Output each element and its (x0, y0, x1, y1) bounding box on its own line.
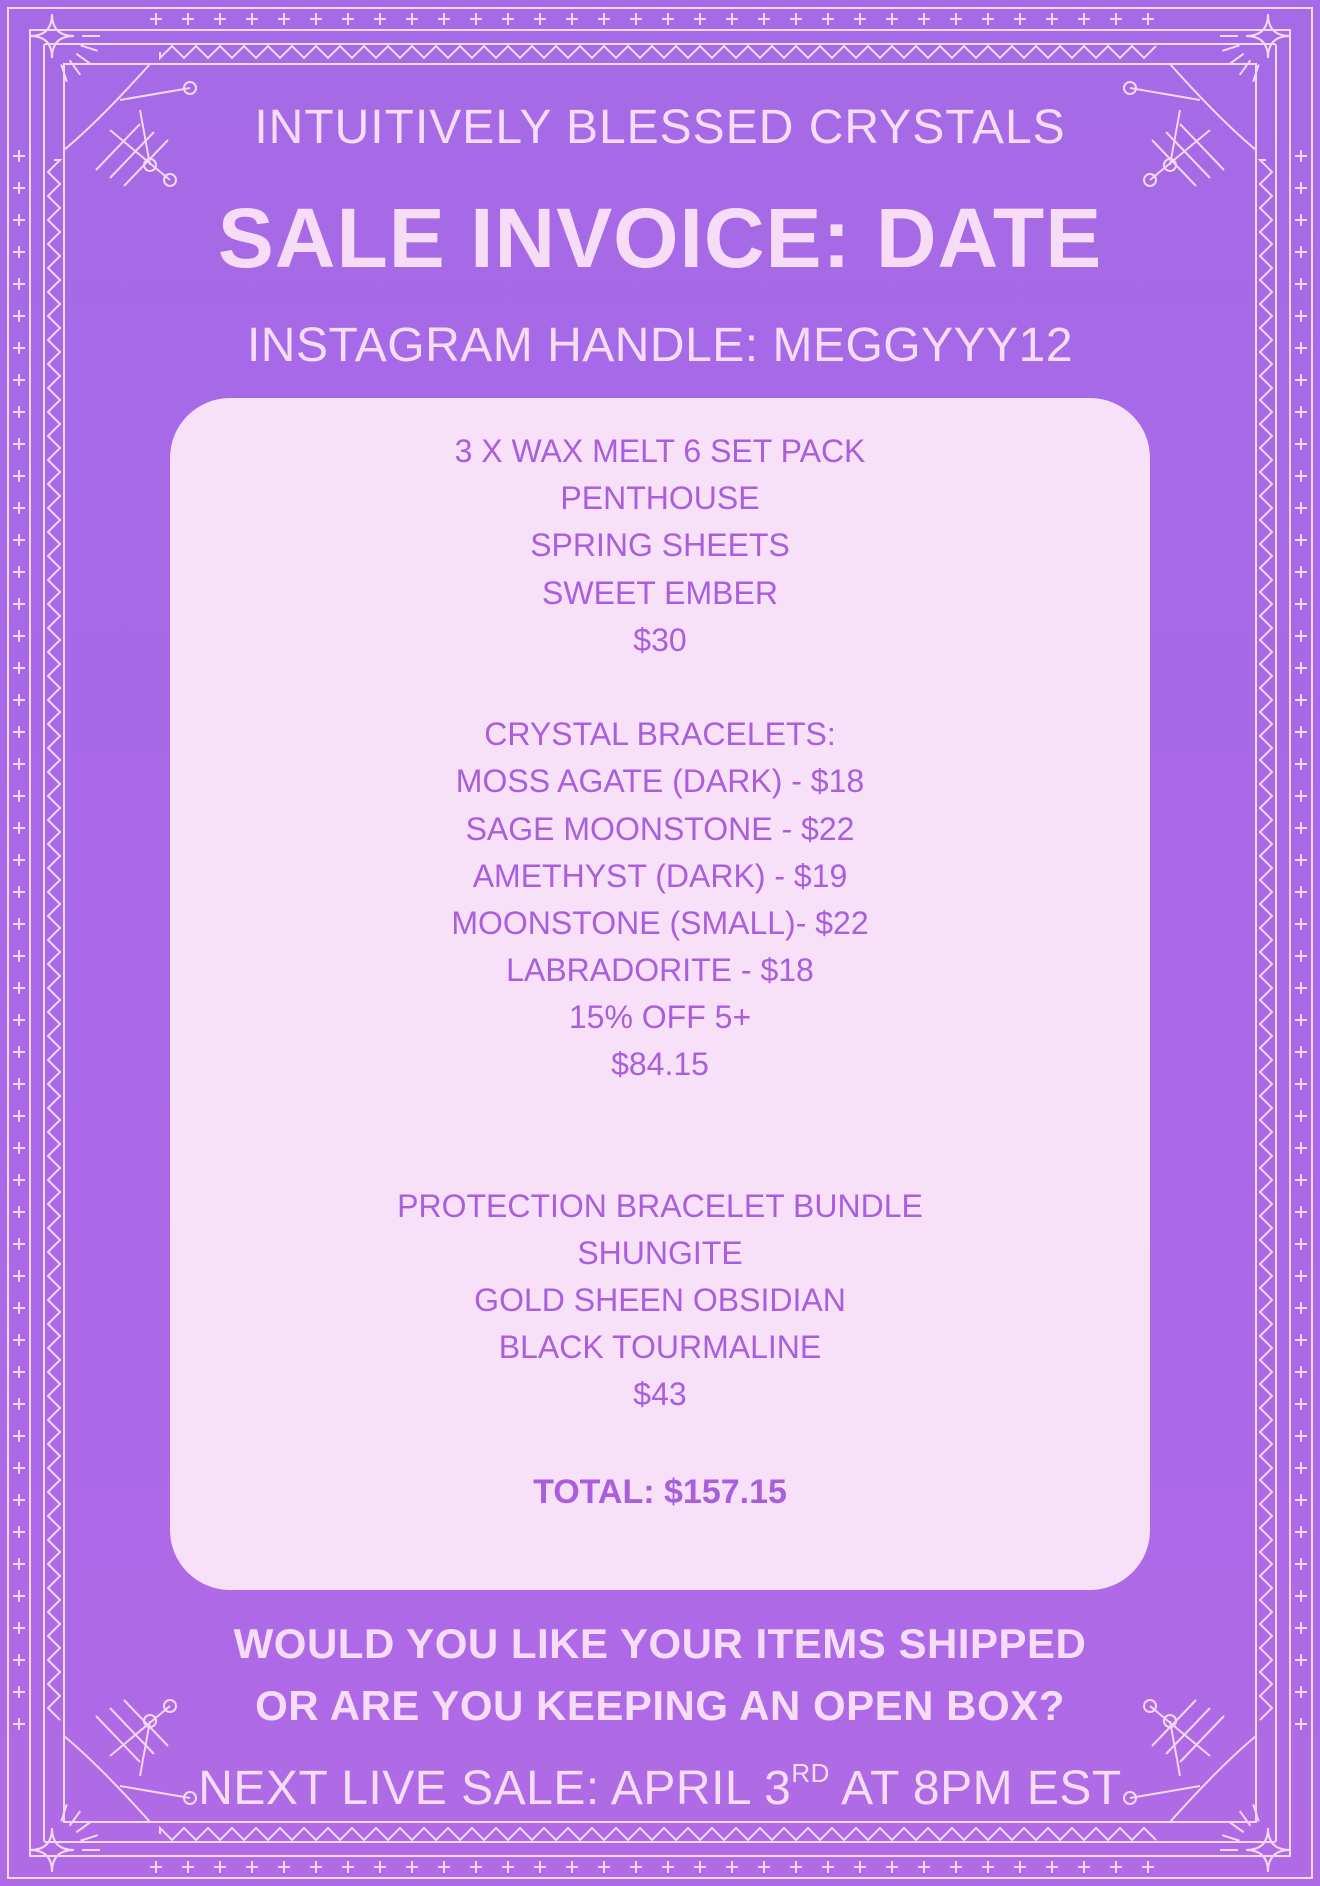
cross-border (13, 1174, 25, 1186)
cross-border (1078, 13, 1090, 25)
cross-border (1078, 1861, 1090, 1873)
ray-line (76, 54, 91, 65)
cross-border (13, 1366, 25, 1378)
sparkle-star-icon (30, 14, 74, 58)
cross-border (1295, 1078, 1307, 1090)
cross-border (13, 1110, 25, 1122)
cross-border (13, 694, 25, 706)
zigzag-border (1260, 160, 1272, 1720)
cross-border (1046, 1861, 1058, 1873)
cross-border (950, 1861, 962, 1873)
ray-line (1240, 60, 1251, 75)
list-item: BLACK TOURMALINE (498, 1329, 822, 1366)
cross-border (886, 1861, 898, 1873)
cross-border (502, 13, 514, 25)
ray-line (1222, 45, 1239, 51)
cross-border (13, 534, 25, 546)
cross-border (1295, 1206, 1307, 1218)
cross-border (13, 1558, 25, 1570)
cross-border (13, 470, 25, 482)
cross-border (1295, 630, 1307, 642)
cross-border (13, 566, 25, 578)
cross-border (1046, 13, 1058, 25)
bracelets-discount: 15% OFF 5+ (568, 999, 752, 1036)
cross-border (758, 1861, 770, 1873)
cross-border (374, 1861, 386, 1873)
cross-border (13, 1590, 25, 1602)
list-item: MOSS AGATE (DARK) - $18 (455, 763, 865, 800)
cross-border (13, 1046, 25, 1058)
zigzag-border (48, 160, 60, 1720)
cross-border (13, 406, 25, 418)
cross-border (406, 1861, 418, 1873)
cross-border (1295, 790, 1307, 802)
cross-border (13, 950, 25, 962)
cross-border (1295, 662, 1307, 674)
list-item: SHUNGITE (577, 1234, 743, 1271)
cross-border (470, 13, 482, 25)
ray-line (1222, 1835, 1239, 1841)
cross-border (726, 13, 738, 25)
wax-melt-price: $30 (633, 621, 687, 658)
cross-border (1295, 1046, 1307, 1058)
cross-border (1295, 822, 1307, 834)
cross-border (13, 982, 25, 994)
cross-border (1295, 1526, 1307, 1538)
cross-border (13, 1494, 25, 1506)
cross-border (598, 1861, 610, 1873)
cross-border (1295, 1334, 1307, 1346)
cross-border (1295, 1270, 1307, 1282)
spacer (170, 1419, 1150, 1469)
cross-border (246, 1861, 258, 1873)
cross-border (1295, 886, 1307, 898)
cross-border (13, 1302, 25, 1314)
cross-border (470, 1861, 482, 1873)
cross-border (1295, 1590, 1307, 1602)
cross-border (1295, 1558, 1307, 1570)
cross-border (13, 630, 25, 642)
protection-price: $43 (633, 1376, 687, 1413)
cross-border (1295, 598, 1307, 610)
cross-border (13, 374, 25, 386)
list-item: PENTHOUSE (560, 480, 760, 517)
next-sale-prefix: NEXT LIVE SALE: APRIL 3 (198, 1762, 792, 1815)
sparkle-star-icon (30, 1828, 74, 1872)
cross-border (13, 1142, 25, 1154)
cross-border (13, 598, 25, 610)
cross-border (950, 13, 962, 25)
cross-border (13, 758, 25, 770)
cross-border (1110, 1861, 1122, 1873)
cross-border (1014, 13, 1026, 25)
cross-border (1295, 1366, 1307, 1378)
cross-border (214, 1861, 226, 1873)
spacer (170, 1089, 1150, 1183)
cross-border (13, 1334, 25, 1346)
cross-border (566, 1861, 578, 1873)
ray-line (1229, 54, 1244, 65)
cross-border (1110, 13, 1122, 25)
cross-border (726, 1861, 738, 1873)
cross-border (1295, 470, 1307, 482)
bracelets-price: $84.15 (611, 1046, 709, 1083)
cross-border (1295, 726, 1307, 738)
cross-border (758, 13, 770, 25)
cross-border (854, 1861, 866, 1873)
pin-icon (1130, 88, 1200, 100)
cross-border (13, 886, 25, 898)
list-item: SPRING SHEETS (530, 527, 790, 564)
cross-border (406, 13, 418, 25)
cross-border (13, 1398, 25, 1410)
cross-border (694, 1861, 706, 1873)
cross-border (1295, 1430, 1307, 1442)
cross-border (13, 854, 25, 866)
instagram-handle: INSTAGRAM HANDLE: MEGGYYY12 (246, 319, 1074, 372)
invoice-card (170, 398, 1150, 1590)
shipping-question-line2: OR ARE YOU KEEPING AN OPEN BOX? (255, 1682, 1065, 1729)
ray-line (70, 60, 81, 75)
cross-border (438, 13, 450, 25)
cross-border (1295, 758, 1307, 770)
cross-border (1295, 1238, 1307, 1250)
cross-border (13, 822, 25, 834)
cross-border (566, 13, 578, 25)
list-item: SAGE MOONSTONE - $22 (465, 810, 855, 847)
wax-melt-heading: 3 X WAX MELT 6 SET PACK (454, 433, 866, 469)
shipping-question-line1: WOULD YOU LIKE YOUR ITEMS SHIPPED (233, 1620, 1087, 1667)
cross-border (1295, 1398, 1307, 1410)
cross-border (1295, 918, 1307, 930)
cross-border (886, 13, 898, 25)
brand-name: INTUITIVELY BLESSED CRYSTALS (254, 101, 1066, 154)
cross-border (374, 13, 386, 25)
cross-border (13, 1462, 25, 1474)
cross-border (438, 1861, 450, 1873)
list-item: LABRADORITE - $18 (506, 952, 814, 989)
zigzag-border (160, 46, 1156, 58)
cross-border (310, 1861, 322, 1873)
cross-border (662, 1861, 674, 1873)
bracelets-heading: CRYSTAL BRACELETS: (484, 716, 836, 753)
list-item: MOONSTONE (SMALL)- $22 (451, 904, 869, 941)
cross-border (13, 1206, 25, 1218)
page-title: SALE INVOICE: DATE (217, 191, 1103, 285)
cross-border (1295, 1462, 1307, 1474)
cross-border (1295, 1110, 1307, 1122)
cross-border (310, 13, 322, 25)
cross-border (1295, 1174, 1307, 1186)
cross-border (13, 1430, 25, 1442)
ray-line (1229, 1822, 1244, 1833)
cross-border (246, 13, 258, 25)
cross-border (342, 1861, 354, 1873)
cross-border (1142, 13, 1154, 25)
cross-border (13, 502, 25, 514)
cross-border (822, 13, 834, 25)
cross-border (214, 13, 226, 25)
invoice-total: TOTAL: $157.15 (533, 1472, 787, 1511)
cross-border (918, 13, 930, 25)
cross-border (982, 13, 994, 25)
cross-border (790, 13, 802, 25)
cross-border (1295, 1142, 1307, 1154)
zigzag-border (160, 1828, 1156, 1840)
list-item: AMETHYST (DARK) - $19 (472, 857, 848, 894)
cross-border (1295, 1014, 1307, 1026)
cross-border (1295, 566, 1307, 578)
sparkle-star-icon (1246, 14, 1290, 58)
cross-border (1295, 950, 1307, 962)
cross-border (822, 1861, 834, 1873)
cross-border (502, 1861, 514, 1873)
next-live-sale (0, 1758, 1320, 1816)
cross-border (13, 1014, 25, 1026)
ray-line (81, 1835, 98, 1841)
cross-border (534, 1861, 546, 1873)
cross-border (1295, 438, 1307, 450)
cross-border (1295, 374, 1307, 386)
cross-border (630, 1861, 642, 1873)
cross-border (982, 1861, 994, 1873)
ray-line (76, 1822, 91, 1833)
cross-border (150, 13, 162, 25)
list-item: GOLD SHEEN OBSIDIAN (474, 1282, 846, 1318)
cross-border (1014, 1861, 1026, 1873)
cross-border (1295, 854, 1307, 866)
cross-border (630, 13, 642, 25)
cross-border (278, 13, 290, 25)
cross-border (13, 918, 25, 930)
ray-line (81, 45, 98, 51)
cross-border (342, 13, 354, 25)
cross-border (1295, 1494, 1307, 1506)
cross-border (854, 13, 866, 25)
cross-border (1295, 502, 1307, 514)
cross-border (534, 13, 546, 25)
spacer (170, 664, 1150, 711)
cross-border (1295, 1302, 1307, 1314)
invoice-items (170, 428, 1150, 1516)
cross-border (182, 13, 194, 25)
next-sale-ordinal: RD (791, 1758, 830, 1788)
cross-border (13, 1526, 25, 1538)
cross-border (13, 1078, 25, 1090)
cross-border (13, 1270, 25, 1282)
cross-border (1295, 982, 1307, 994)
cross-border (1295, 534, 1307, 546)
list-item: SWEET EMBER (542, 574, 778, 611)
cross-border (1142, 1861, 1154, 1873)
protection-heading: PROTECTION BRACELET BUNDLE (397, 1187, 923, 1224)
cross-border (13, 790, 25, 802)
cross-border (278, 1861, 290, 1873)
cross-border (13, 662, 25, 674)
cross-border (13, 438, 25, 450)
cross-border (1295, 406, 1307, 418)
sparkle-star-icon (1246, 1828, 1290, 1872)
cross-border (598, 13, 610, 25)
pin-icon (120, 88, 190, 100)
cross-border (150, 1861, 162, 1873)
cross-border (13, 726, 25, 738)
cross-border (918, 1861, 930, 1873)
cross-border (790, 1861, 802, 1873)
cross-border (1295, 694, 1307, 706)
cross-border (662, 13, 674, 25)
cross-border (694, 13, 706, 25)
next-sale-suffix: AT 8PM EST (829, 1762, 1122, 1815)
cross-border (13, 1238, 25, 1250)
cross-border (182, 1861, 194, 1873)
